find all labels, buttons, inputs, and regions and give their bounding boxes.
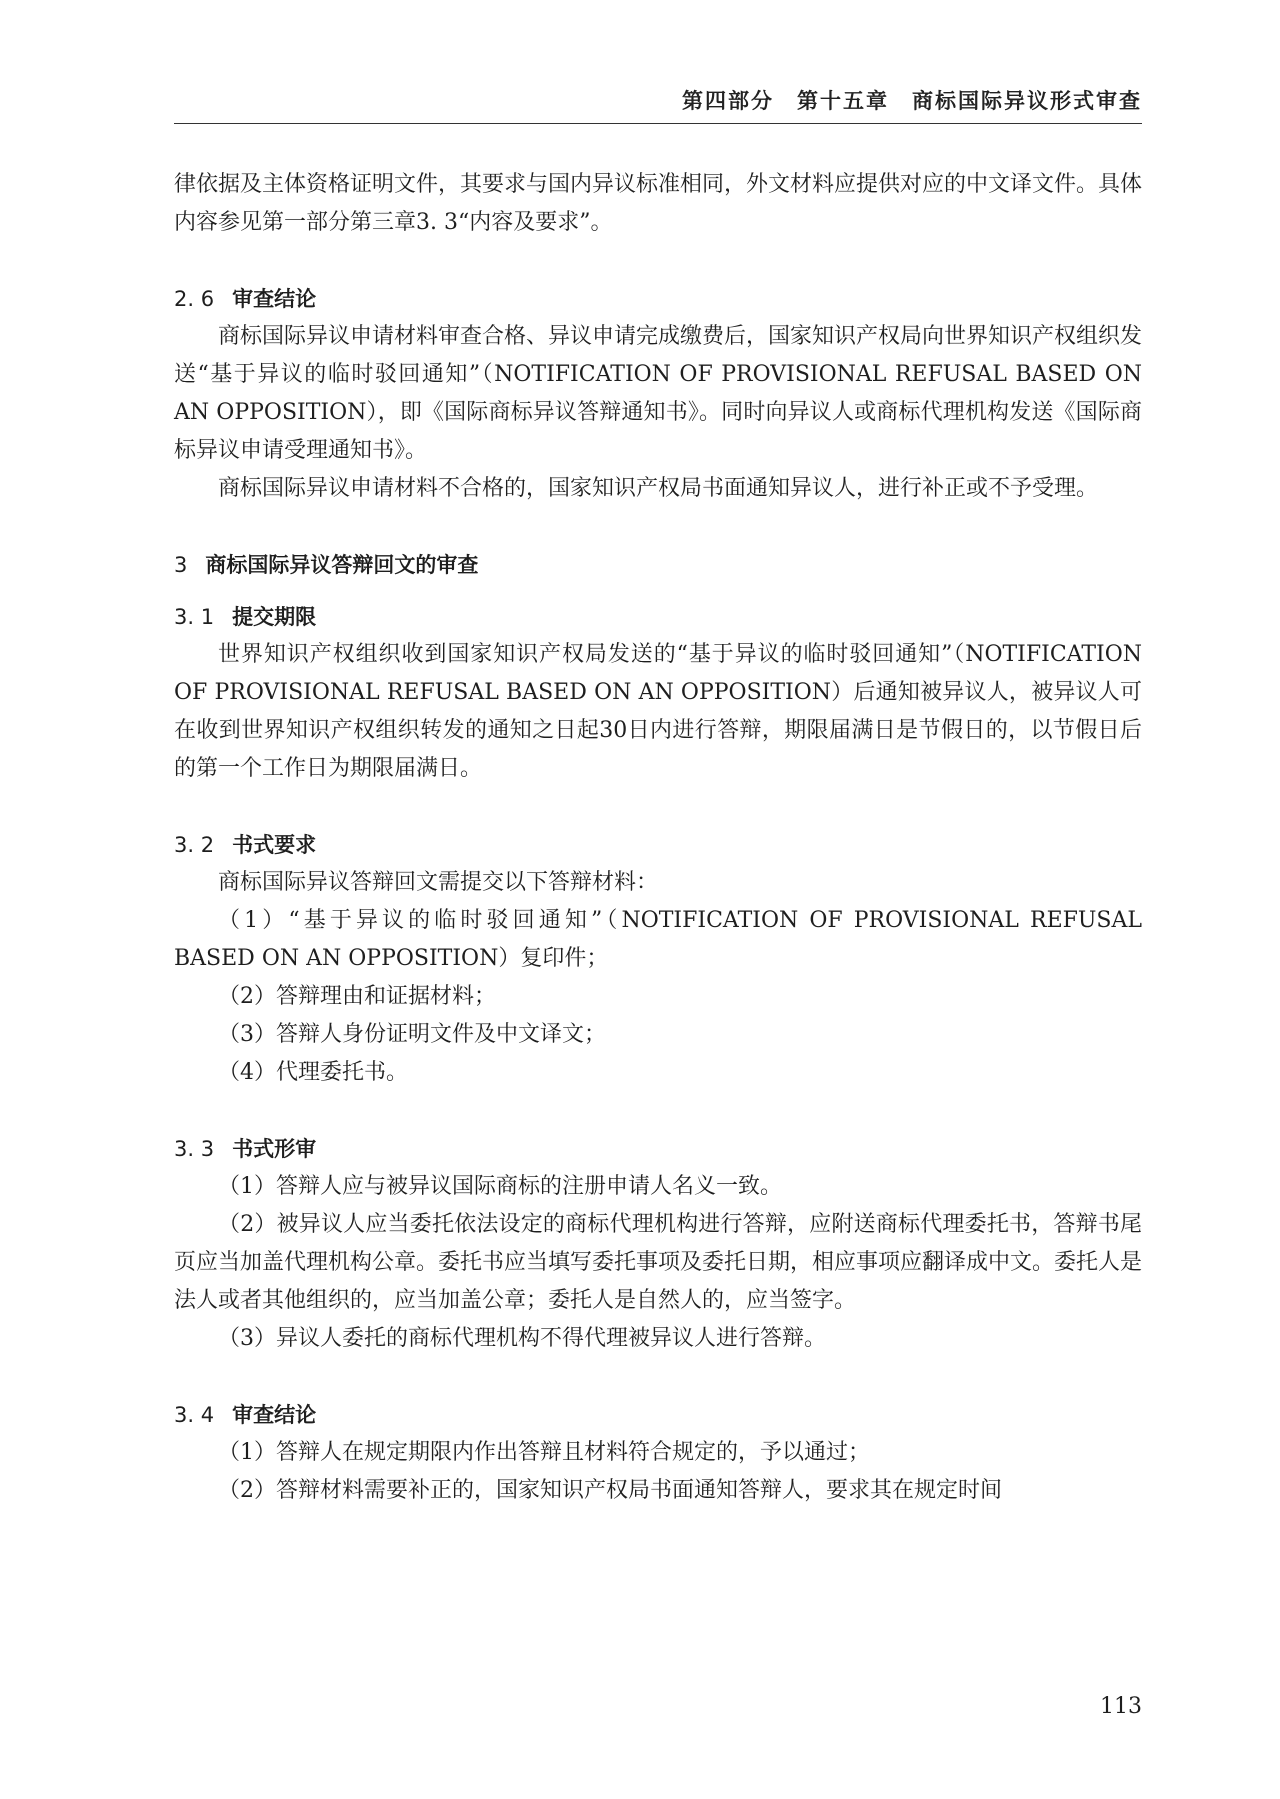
section-number: 3. 2 <box>174 833 215 857</box>
section-heading <box>174 598 1142 636</box>
section-heading <box>174 1396 1142 1434</box>
running-header: 第四部分 第十五章 商标国际异议形式审查 <box>682 88 1142 113</box>
list-item: （1）“基于异议的临时驳回通知”（NOTIFICATION OF PROVISIONAL REFUSAL BASED ON AN OPPOSITION）复印件； <box>174 908 1142 971</box>
page-content <box>174 166 1142 1510</box>
section-heading <box>174 1130 1142 1168</box>
section-3-3 <box>174 1130 1142 1358</box>
chapter-section-heading <box>174 546 1142 584</box>
section-number: 2. 6 <box>174 287 215 311</box>
list-item: （2）答辩理由和证据材料； <box>218 984 496 1009</box>
paragraph: 商标国际异议答辩回文需提交以下答辩材料： <box>218 870 659 895</box>
paragraph: 商标国际异议申请材料不合格的，国家知识产权局书面通知异议人，进行补正或不予受理。 <box>218 476 1099 501</box>
list-item: （3）异议人委托的商标代理机构不得代理被异议人进行答辩。 <box>218 1326 826 1351</box>
paragraph: 世界知识产权组织收到国家知识产权局发送的“基于异议的临时驳回通知”（NOTIFICATION OF PROVISIONAL REFUSAL BASED ON AN OPPOSITION）后通知被异议人，被异议人可在收到世界知识产权组织转发的通知之日起30日内进行答辩，期限届满日是节假日的，以节假日后的第一个工作日为期限届满日。 <box>174 642 1142 781</box>
section-2-6 <box>174 280 1142 508</box>
header-rule <box>174 123 1142 124</box>
list-item: （3）答辩人身份证明文件及中文译文； <box>218 1022 606 1047</box>
section-heading <box>174 826 1142 864</box>
section-title: 提交期限 <box>232 605 317 629</box>
section-title: 审查结论 <box>232 287 317 311</box>
list-item: （2）答辩材料需要补正的，国家知识产权局书面通知答辩人，要求其在规定时间 <box>218 1478 1002 1503</box>
section-title: 书式形审 <box>232 1137 317 1161</box>
section-number: 3. 1 <box>174 605 215 629</box>
section-number: 3. 3 <box>174 1137 215 1161</box>
section-3-2 <box>174 826 1142 1092</box>
list-item: （4）代理委托书。 <box>218 1060 408 1085</box>
list-item: （2）被异议人应当委托依法设定的商标代理机构进行答辩，应附送商标代理委托书，答辩书尾页应当加盖代理机构公章。委托书应当填写委托事项及委托日期，相应事项应翻译成中文。委托人是法人或者其他组织的，应当加盖公章；委托人是自然人的，应当签字。 <box>174 1212 1143 1313</box>
list-item: （1）答辩人在规定期限内作出答辩且材料符合规定的，予以通过； <box>218 1440 870 1465</box>
section-title: 审查结论 <box>232 1403 317 1427</box>
section-title: 商标国际异议答辩回文的审查 <box>205 553 479 577</box>
continued-paragraph: 律依据及主体资格证明文件，其要求与国内异议标准相同，外文材料应提供对应的中文译文件。具体内容参见第一部分第三章3. 3“内容及要求”。 <box>174 172 1143 235</box>
section-heading <box>174 280 1142 318</box>
paragraph: 商标国际异议申请材料审查合格、异议申请完成缴费后，国家知识产权局向世界知识产权组织发送“基于异议的临时驳回通知”（NOTIFICATION OF PROVISIONAL REFUSAL BASED ON AN OPPOSITION），即《国际商标异议答辩通知书》。同时向异议人或商标代理机构发送《国际商标异议申请受理通知书》。 <box>174 324 1143 463</box>
section-3 <box>174 546 1142 584</box>
document-page <box>174 0 1142 1799</box>
section-number: 3. 4 <box>174 1403 215 1427</box>
list-item: （1）答辩人应与被异议国际商标的注册申请人名义一致。 <box>218 1174 782 1199</box>
section-3-1 <box>174 598 1142 788</box>
section-title: 书式要求 <box>232 833 317 857</box>
page-number: 113 <box>1100 1694 1142 1719</box>
section-number: 3 <box>174 553 188 577</box>
section-3-4 <box>174 1396 1142 1510</box>
